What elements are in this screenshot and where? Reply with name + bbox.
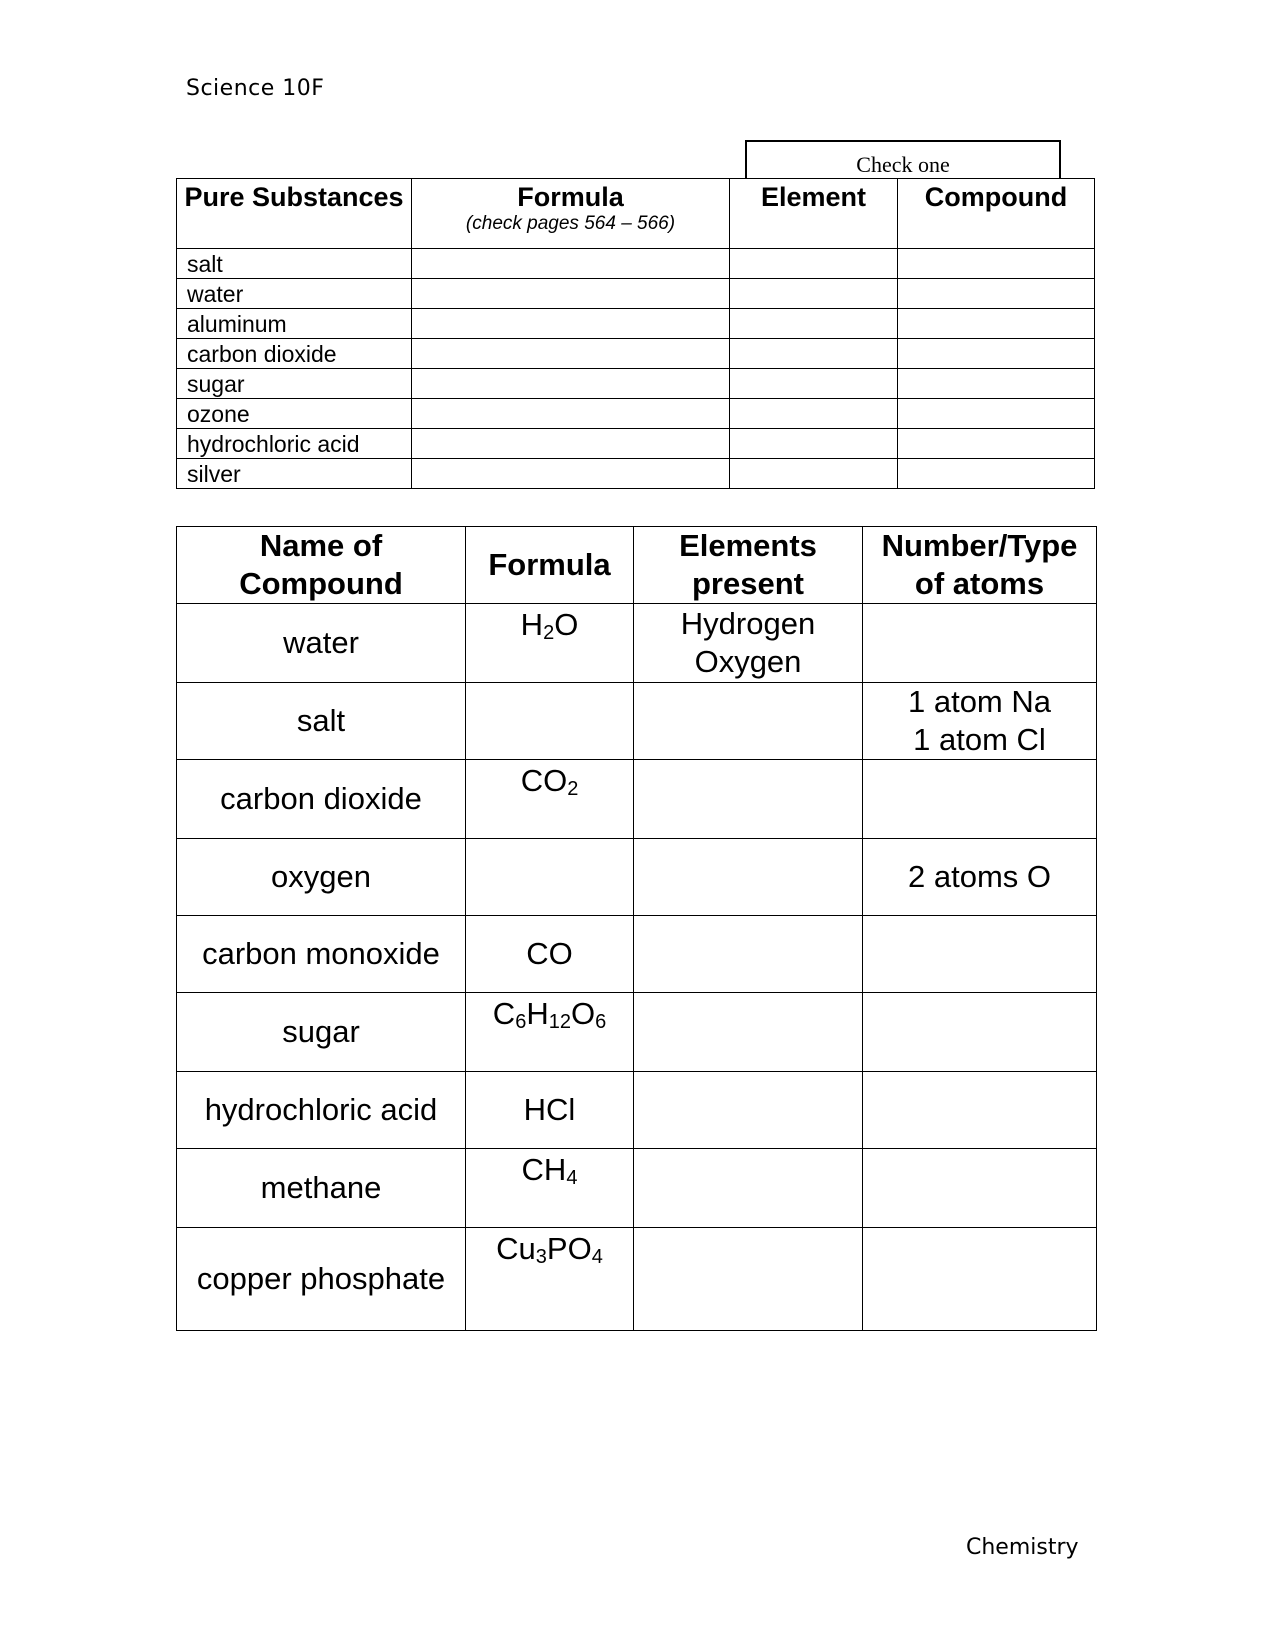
table-row (177, 399, 1095, 429)
formula-subscript: 2 (543, 622, 555, 644)
compound-name: salt (177, 683, 466, 760)
table-row (177, 429, 1095, 459)
formula-input-cell[interactable] (412, 309, 730, 339)
elements-present-cell[interactable] (634, 993, 863, 1072)
substance-name: aluminum (177, 309, 412, 339)
atoms-cell (863, 683, 1097, 760)
formula-symbol: H (520, 607, 544, 642)
compound-name: oxygen (177, 839, 466, 916)
header-pure-substances: Pure Substances (177, 179, 412, 249)
element-name: Oxygen (694, 644, 802, 679)
formula-cell (466, 760, 634, 839)
atom-count: 2 atoms O (908, 859, 1051, 894)
table-header-row (177, 179, 1095, 249)
table-row (177, 459, 1095, 489)
formula-cell (466, 1072, 634, 1149)
atoms-cell[interactable] (863, 916, 1097, 993)
atom-count: 1 atom Cl (913, 722, 1046, 757)
element-check-cell[interactable] (730, 249, 898, 279)
header-compound: Compound (898, 179, 1095, 249)
compound-name: water (177, 604, 466, 683)
element-check-cell[interactable] (730, 459, 898, 489)
elements-present-cell[interactable] (634, 1228, 863, 1331)
formula-cell (466, 1149, 634, 1228)
formula-subscript: 4 (591, 1246, 603, 1268)
atoms-cell (863, 839, 1097, 916)
header-formula (412, 179, 730, 249)
table-row (177, 916, 1097, 993)
header-name-of-compound: Name of Compound (177, 527, 466, 604)
formula-subscript: 3 (535, 1246, 547, 1268)
elements-present-cell[interactable] (634, 1072, 863, 1149)
compound-check-cell[interactable] (898, 279, 1095, 309)
element-check-cell[interactable] (730, 309, 898, 339)
formula-input-cell[interactable] (412, 429, 730, 459)
table-row (177, 1228, 1097, 1331)
formula-symbol: PO (546, 1231, 592, 1266)
formula-cell[interactable] (466, 683, 634, 760)
compound-name: copper phosphate (177, 1228, 466, 1331)
table-row (177, 339, 1095, 369)
substance-name: water (177, 279, 412, 309)
table-row (177, 760, 1097, 839)
formula-symbol: CO (526, 936, 573, 971)
formula-subscript: 4 (566, 1167, 578, 1189)
formula-symbol: O (554, 607, 579, 642)
compound-name: sugar (177, 993, 466, 1072)
header-number-type-of-atoms: Number/Type of atoms (863, 527, 1097, 604)
atom-count: 1 atom Na (907, 684, 1051, 719)
formula-input-cell[interactable] (412, 399, 730, 429)
substance-name: carbon dioxide (177, 339, 412, 369)
formula-symbol: H (526, 996, 549, 1031)
compound-check-cell[interactable] (898, 339, 1095, 369)
compound-name: carbon monoxide (177, 916, 466, 993)
compound-name: carbon dioxide (177, 760, 466, 839)
elements-present-cell (634, 604, 863, 683)
table-row (177, 279, 1095, 309)
formula-symbol: Cu (496, 1231, 536, 1266)
compound-name: hydrochloric acid (177, 1072, 466, 1149)
formula-input-cell[interactable] (412, 369, 730, 399)
table-row (177, 1072, 1097, 1149)
formula-subscript: 6 (595, 1011, 607, 1033)
formula-input-cell[interactable] (412, 459, 730, 489)
formula-symbol: CH (521, 1152, 567, 1187)
atoms-cell[interactable] (863, 760, 1097, 839)
table-row (177, 683, 1097, 760)
atoms-cell[interactable] (863, 993, 1097, 1072)
atoms-cell[interactable] (863, 1228, 1097, 1331)
elements-present-cell[interactable] (634, 1149, 863, 1228)
check-one-label: Check one (745, 140, 1061, 178)
substance-name: salt (177, 249, 412, 279)
element-check-cell[interactable] (730, 429, 898, 459)
header-elements-present: Elements present (634, 527, 863, 604)
element-check-cell[interactable] (730, 369, 898, 399)
element-name: Hydrogen (680, 606, 816, 641)
formula-subscript: 12 (548, 1011, 571, 1033)
compound-name: methane (177, 1149, 466, 1228)
table-row (177, 249, 1095, 279)
formula-symbol: HCl (523, 1092, 576, 1127)
formula-subscript: 2 (567, 778, 579, 800)
atoms-cell[interactable] (863, 604, 1097, 683)
table-row (177, 993, 1097, 1072)
formula-subscript: 6 (515, 1011, 527, 1033)
compound-check-cell[interactable] (898, 459, 1095, 489)
table-row (177, 1149, 1097, 1228)
header-element: Element (730, 179, 898, 249)
formula-input-cell[interactable] (412, 339, 730, 369)
header-formula-label: Formula (517, 182, 624, 212)
formula-cell (466, 916, 634, 993)
formula-symbol: C (492, 996, 516, 1031)
table-header-row (177, 527, 1097, 604)
course-title: Science 10F (186, 76, 325, 101)
formula-symbol: CO (520, 763, 568, 798)
compound-check-cell[interactable] (898, 369, 1095, 399)
elements-present-cell[interactable] (634, 683, 863, 760)
compounds-table (176, 526, 1097, 1331)
elements-present-cell[interactable] (634, 916, 863, 993)
substance-name: ozone (177, 399, 412, 429)
formula-cell (466, 604, 634, 683)
formula-input-cell[interactable] (412, 249, 730, 279)
header-formula: Formula (466, 527, 634, 604)
formula-symbol: O (570, 996, 596, 1031)
substance-name: hydrochloric acid (177, 429, 412, 459)
elements-present-cell[interactable] (634, 839, 863, 916)
pure-substances-table (176, 178, 1095, 489)
formula-cell (466, 1228, 634, 1331)
table-row (177, 369, 1095, 399)
header-formula-note: (check pages 564 – 566) (465, 213, 676, 234)
formula-input-cell[interactable] (412, 279, 730, 309)
table-row (177, 309, 1095, 339)
element-check-cell[interactable] (730, 339, 898, 369)
elements-present-cell[interactable] (634, 760, 863, 839)
atoms-cell[interactable] (863, 1149, 1097, 1228)
atoms-cell[interactable] (863, 1072, 1097, 1149)
element-check-cell[interactable] (730, 279, 898, 309)
formula-cell[interactable] (466, 839, 634, 916)
compound-check-cell[interactable] (898, 429, 1095, 459)
substance-name: silver (177, 459, 412, 489)
substance-name: sugar (177, 369, 412, 399)
compound-check-cell[interactable] (898, 399, 1095, 429)
compound-check-cell[interactable] (898, 249, 1095, 279)
table-row (177, 604, 1097, 683)
footer-subject: Chemistry (966, 1535, 1079, 1560)
compound-check-cell[interactable] (898, 309, 1095, 339)
element-check-cell[interactable] (730, 399, 898, 429)
formula-cell (466, 993, 634, 1072)
table-row (177, 839, 1097, 916)
